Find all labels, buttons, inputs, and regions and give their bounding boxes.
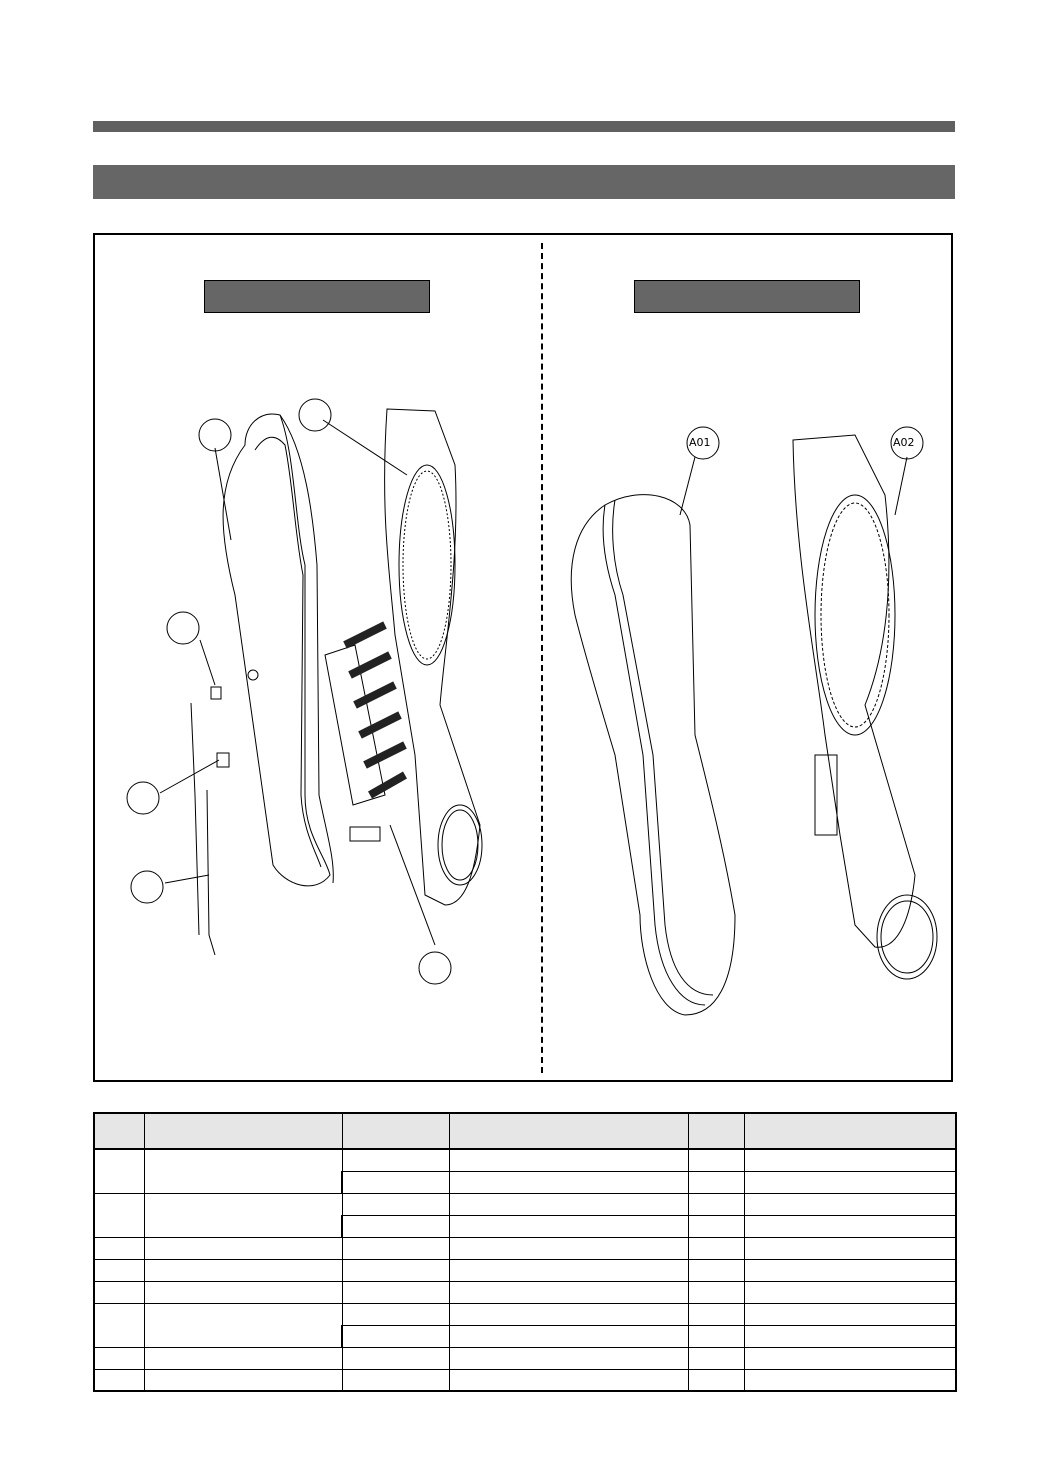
table-cell xyxy=(449,1281,688,1303)
table-cell xyxy=(342,1325,449,1347)
table-cell xyxy=(688,1171,744,1193)
table-cell xyxy=(342,1149,449,1171)
table-cell-name xyxy=(144,1237,342,1259)
header-part-name xyxy=(144,1113,342,1149)
table-cell-no xyxy=(94,1237,144,1259)
table-cell-name xyxy=(144,1259,342,1281)
table-cell xyxy=(688,1193,744,1215)
callout-a01: A01 xyxy=(689,436,711,449)
thermostat-parts xyxy=(191,687,229,955)
table-cell xyxy=(744,1303,956,1325)
table-cell xyxy=(449,1259,688,1281)
header-code xyxy=(342,1113,449,1149)
table-cell-no xyxy=(94,1259,144,1281)
table-cell-name xyxy=(144,1347,342,1369)
table-cell-no xyxy=(94,1281,144,1303)
table-cell-name xyxy=(144,1193,342,1237)
table-row xyxy=(94,1149,956,1171)
chapter-header-rule xyxy=(93,121,955,132)
table-cell xyxy=(449,1149,688,1171)
table-cell xyxy=(342,1347,449,1369)
heater-element xyxy=(325,625,405,841)
table-cell xyxy=(744,1237,956,1259)
table-cell xyxy=(449,1237,688,1259)
duct-body-right xyxy=(571,495,735,1015)
table-cell xyxy=(342,1193,449,1215)
table-cell xyxy=(688,1281,744,1303)
table-cell xyxy=(342,1237,449,1259)
table-cell xyxy=(744,1215,956,1237)
table-row xyxy=(94,1281,956,1303)
table-cell xyxy=(744,1149,956,1171)
table-header-row xyxy=(94,1113,956,1149)
table-cell xyxy=(449,1193,688,1215)
table-cell xyxy=(342,1215,449,1237)
table-cell-name xyxy=(144,1149,342,1193)
table-cell xyxy=(688,1237,744,1259)
callout-bubbles-left xyxy=(127,399,451,984)
table-cell xyxy=(342,1171,449,1193)
header-qty xyxy=(688,1113,744,1149)
table-cell-no xyxy=(94,1347,144,1369)
table-cell xyxy=(449,1171,688,1193)
table-cell xyxy=(744,1347,956,1369)
table-cell xyxy=(744,1171,956,1193)
cover-plate-right xyxy=(793,435,937,979)
table-cell xyxy=(449,1369,688,1391)
table-cell-name xyxy=(144,1369,342,1391)
table-cell xyxy=(744,1193,956,1215)
callout-bubbles-right xyxy=(687,427,923,459)
table-cell xyxy=(342,1303,449,1325)
section-header-bar xyxy=(93,165,955,199)
cover-plate-left xyxy=(385,409,482,905)
table-cell-no xyxy=(94,1369,144,1391)
table-cell-no xyxy=(94,1303,144,1347)
parts-list-table xyxy=(93,1112,957,1392)
duct-body-left xyxy=(223,414,333,886)
table-cell xyxy=(449,1347,688,1369)
table-row xyxy=(94,1237,956,1259)
table-cell xyxy=(688,1303,744,1325)
table-cell xyxy=(342,1281,449,1303)
table-row xyxy=(94,1369,956,1391)
table-cell xyxy=(688,1215,744,1237)
table-row xyxy=(94,1193,956,1215)
table-cell-name xyxy=(144,1281,342,1303)
table-cell xyxy=(688,1369,744,1391)
table-row xyxy=(94,1303,956,1325)
table-cell xyxy=(744,1259,956,1281)
table-cell xyxy=(744,1281,956,1303)
table-cell xyxy=(744,1325,956,1347)
header-remark xyxy=(744,1113,956,1149)
table-cell xyxy=(688,1347,744,1369)
table-cell-no xyxy=(94,1193,144,1237)
callout-a02: A02 xyxy=(893,436,915,449)
table-row xyxy=(94,1347,956,1369)
table-cell xyxy=(449,1215,688,1237)
table-row xyxy=(94,1259,956,1281)
table-cell-name xyxy=(144,1303,342,1347)
table-cell-no xyxy=(94,1149,144,1193)
table-cell xyxy=(342,1259,449,1281)
table-cell xyxy=(688,1259,744,1281)
table-cell xyxy=(688,1149,744,1171)
table-cell xyxy=(744,1369,956,1391)
table-cell xyxy=(449,1303,688,1325)
table-cell xyxy=(342,1369,449,1391)
table-cell xyxy=(449,1325,688,1347)
exploded-parts-drawing xyxy=(95,235,953,1082)
table-cell xyxy=(688,1325,744,1347)
exploded-view-figure xyxy=(93,233,953,1082)
header-description xyxy=(449,1113,688,1149)
header-no xyxy=(94,1113,144,1149)
